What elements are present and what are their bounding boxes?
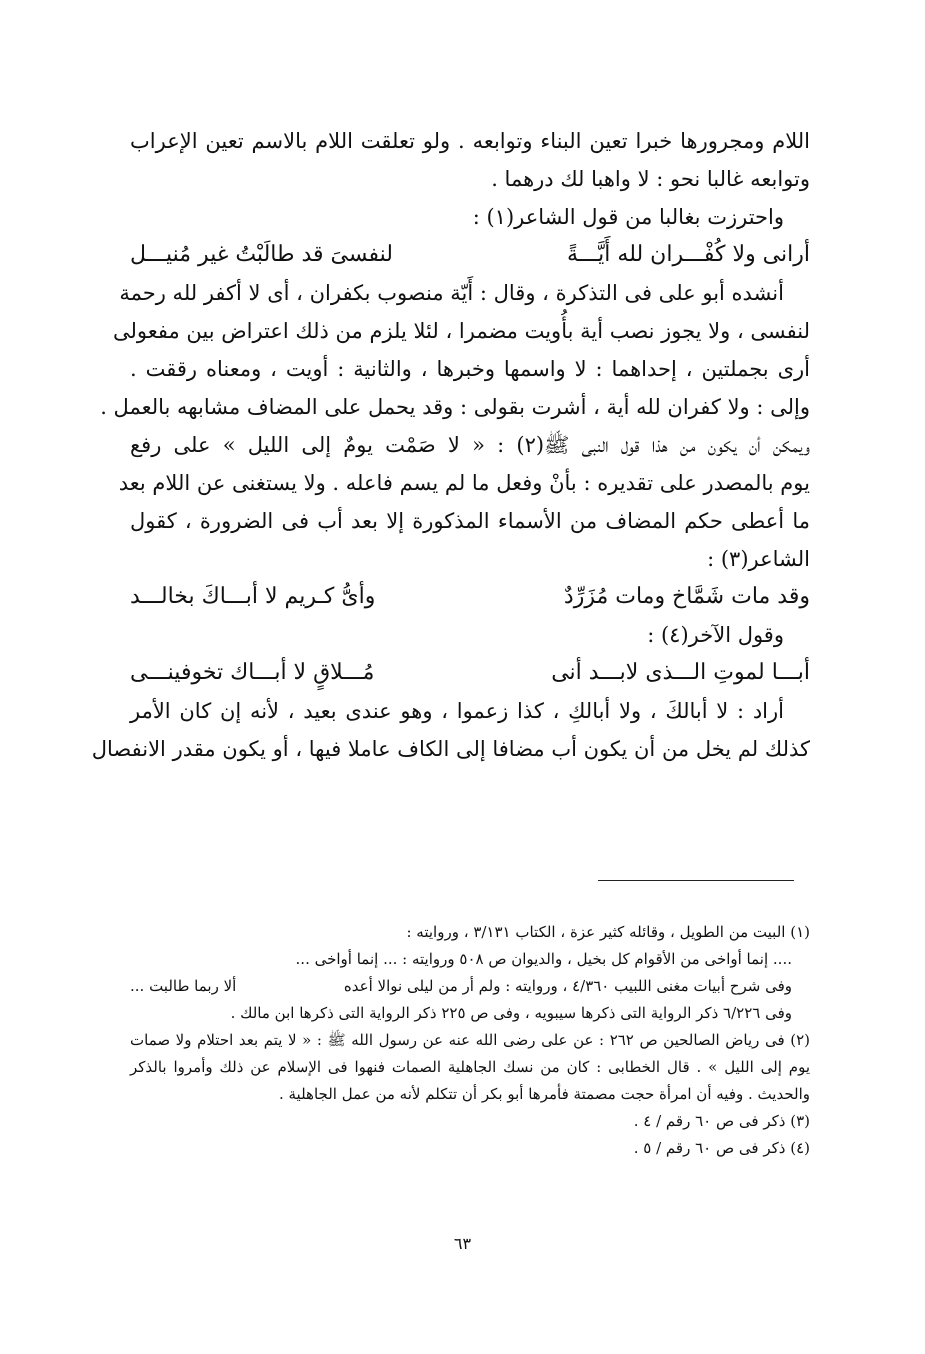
verse-3: [130, 658, 810, 696]
page-number: ٦٣: [453, 1234, 472, 1253]
footnote-line-part: وفى شرح أبيات مغنى اللبيب ٤/٣٦٠ ، وروايته : ولم أر من ليلى نوالا أعده: [343, 977, 792, 995]
footnote-line: والحديث . وفيه أن امرأة حجت مصمتة فأمرها أبو بكر أن تتكلم لأنه من عمل الجاهلية .: [278, 1085, 810, 1103]
text-line: وقول الآخر(٤) :: [647, 623, 784, 647]
text-line: واحترزت بغالبا من قول الشاعر(١) :: [472, 205, 784, 229]
text-line: وتوابعه غالبا نحو : لا واهبا لك درهما .: [491, 167, 810, 191]
text-line: اللام ومجرورها خبرا تعين البناء وتوابعه . ولو تعلقت اللام بالاسم تعين الإعراب: [130, 129, 810, 153]
text-line: ويمكن أن يكون من هذا قول النبى ﷺ(٢) : « لا صَمْت يومٌ إلى الليل » على رفع: [130, 433, 810, 457]
text-line: الشاعر(٣) :: [707, 547, 810, 571]
footnote-1: (١) البيت من الطويل ، وقائله كثير عزة ، الكتاب ٣/١٣١ ، وروايته :: [406, 923, 810, 941]
verse-second-hemistich: لنفسىَ قد طالَبْتُ غير مُنيـــل: [130, 242, 393, 267]
footnotes: [130, 920, 810, 1163]
main-text: [91, 126, 810, 772]
footnote-2: (٢) فى رياض الصالحين ص ٢٦٢ : عن على رضى الله عنه عن رسول الله ﷺ : « لا يتم بعد احتلام ولا صمات: [130, 1031, 811, 1049]
text-line: أنشده أبو على فى التذكرة ، وقال : أَيّة منصوب بكفران ، أى لا أكفر لله رحمة: [119, 281, 784, 305]
footnote-4: (٤) ذكر فى ص ٦٠ رقم / ٥ .: [633, 1139, 810, 1157]
verse-1: [130, 240, 810, 278]
verse-first-hemistich: وقد مات شَمَّاخ ومات مُزَرِّدٌ: [563, 584, 810, 609]
text-line: يوم بالمصدر على تقديره : بأنْ وفعل ما لم يسم فاعله . ولا يستغنى عن اللام بعد: [118, 471, 810, 495]
text-line: وإلى : ولا كفران لله أية ، أشرت بقولى : وقد يحمل على المضاف مشابهه بالعمل .: [100, 395, 810, 419]
text-line: أرى بجملتين ، إحداهما : لا واسمها وخبرها ، والثانية : أويت ، ومعناه رققت .: [130, 357, 810, 381]
footnote-line-part: ألا ربما طالبت ...: [130, 977, 237, 995]
verse-second-hemistich: مُـــلاقٍ لا أبـــاك تخوفينـــى: [130, 660, 375, 685]
verse-second-hemistich: وأىُّ كـريم لا أبـــاكَ بخالـــد: [130, 584, 376, 609]
footnote-separator: [598, 880, 794, 881]
footnote-3: (٣) ذكر فى ص ٦٠ رقم / ٤ .: [633, 1112, 810, 1130]
footnote-line: وفى ٦/٢٢٦ ذكر الرواية التى ذكرها سيبويه ، وفى ص ٢٢٥ ذكر الرواية التى ذكرها ابن مالك .: [230, 1004, 792, 1022]
footnote-line: يوم إلى الليل » . قال الخطابى : كان من نسك الجاهلية الصمات فنهوا فى الإسلام عن ذلك وأمروا بالذكر: [130, 1058, 810, 1076]
text-line: ما أعطى حكم المضاف من الأسماء المذكورة إلا بعد أب فى الضرورة ، كقول: [130, 509, 810, 533]
text-line: أراد : لا أبالكَ ، ولا أبالكِ ، كذا زعموا ، وهو عندى بعيد ، لأنه إن كان الأمر: [130, 699, 784, 723]
footnote-line: [130, 974, 810, 1001]
footnote-line: .... إنما أواخى من الأقوام كل بخيل ، والديوان ص ٥٠٨ وروايته : ... إنما أواخى ...: [295, 950, 792, 968]
verse-2: [130, 582, 810, 620]
text-line: لنفسى ، ولا يجوز نصب أية بأُويت مضمرا ، لئلا يلزم من ذلك اعتراض بين مفعولى: [112, 319, 810, 343]
text-line: كذلك لم يخل من أن يكون أب مضافا إلى الكاف عاملا فيها ، أو يكون مقدر الانفصال: [91, 737, 810, 761]
verse-first-hemistich: أرانى ولا كُفْـــران لله أَيَّـــةً: [567, 242, 810, 267]
verse-first-hemistich: أبـــا لموتِ الـــذى لابـــد أنى: [551, 660, 810, 685]
